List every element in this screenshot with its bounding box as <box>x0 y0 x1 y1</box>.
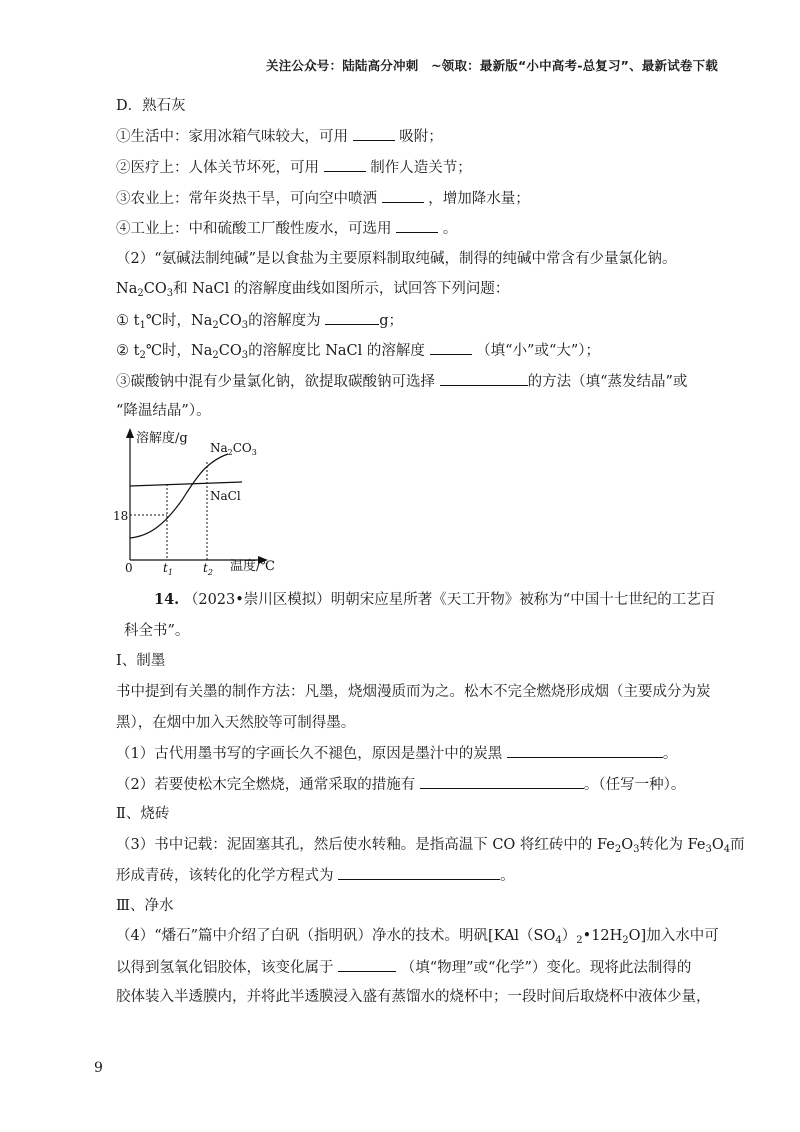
q1-prefix: ①生活中：家用冰箱气味较大，可用 <box>116 129 348 145</box>
answer-blank-14-1[interactable] <box>507 743 663 758</box>
question-14 <box>154 590 715 610</box>
question-14-3 <box>116 835 745 855</box>
question-14-4-line-3: 胶体装入半透膜内，并将此半透膜浸入盛有蒸馏水的烧杯中；一段时间后取烧杯中液体少量， <box>116 989 711 1005</box>
s2-suffix: （填“小”或“大”）； <box>476 343 601 359</box>
question-line-1 <box>116 126 443 147</box>
page-number: 9 <box>94 1060 103 1076</box>
question-14-1 <box>116 743 677 764</box>
s1-mid2: CO <box>218 313 242 329</box>
formula-na: Na <box>116 281 138 297</box>
subscript: 2 <box>614 844 622 855</box>
q3-suffix: ，增加降水量； <box>428 191 530 207</box>
s1-prefix: ① t <box>116 313 140 329</box>
subscript: 3 <box>166 288 174 299</box>
question-number: 14. <box>154 591 180 608</box>
answer-blank-14-2[interactable] <box>420 774 584 789</box>
section-3-title: Ⅲ、净水 <box>116 898 174 914</box>
question-14-text: （2023•崇川区模拟）明朝宋应星所著《天工开物》被称为“中国十七世纪的工艺百 <box>183 592 716 608</box>
subscript: 3 <box>633 844 640 855</box>
section-1-title: Ⅰ、制墨 <box>116 653 166 669</box>
y-axis-arrow <box>126 428 134 438</box>
question-14-4 <box>116 926 719 946</box>
question-line-3 <box>116 188 530 209</box>
q2-suffix: 制作人造关节； <box>370 160 472 176</box>
subscript: 2 <box>212 350 219 361</box>
na2co3-label: $Na_2CO_3$ <box>210 441 257 457</box>
sub-question-3-line-2: “降温结晶”）。 <box>116 403 211 419</box>
y-axis-label: 溶解度/g <box>136 431 188 446</box>
question-14-3-line-2 <box>116 865 515 886</box>
q4-prefix: ④工业上：中和硫酸工厂酸性废水，可选用 <box>116 221 392 237</box>
answer-blank-14-3[interactable] <box>338 865 500 880</box>
s1-mid3: 的溶解度为 <box>248 313 321 329</box>
q14-4-line2-prefix: 以得到氢氧化铝胶体，该变化属于 <box>116 960 334 976</box>
question-line-4 <box>116 218 457 239</box>
answer-blank-s3[interactable] <box>440 371 528 386</box>
question-14-4-line-2 <box>116 957 691 978</box>
q14-1-prefix: （1）古代用墨书写的字画长久不褪色，原因是墨汁中的炭黑 <box>116 746 503 762</box>
nacl-label: NaCl <box>210 489 241 503</box>
q1-suffix: 吸附； <box>399 129 443 145</box>
sub-question-1 <box>116 310 403 331</box>
q14-4-text-a: （4）“燔石”篇中介绍了白矾（指明矾）净水的技术。明矾[KAl（SO <box>116 928 556 944</box>
q3-prefix: ③农业上：常年炎热干旱，可向空中喷洒 <box>116 191 377 207</box>
q2-prefix: ②医疗上：人体关节坏死，可用 <box>116 160 319 176</box>
s2-mid: ℃时，Na <box>145 343 213 359</box>
question-line-2 <box>116 157 472 178</box>
part-2-text: 和 NaCl 的溶解度曲线如图所示，试回答下列问题： <box>173 281 510 297</box>
subscript: 4 <box>723 844 731 855</box>
formula-co: CO <box>143 281 167 297</box>
answer-blank-3[interactable] <box>382 188 424 203</box>
q14-1-suffix: 。 <box>662 746 678 762</box>
subscript: 1 <box>139 320 146 331</box>
subscript: 2 <box>622 935 629 946</box>
origin-label: 0 <box>125 561 133 575</box>
q14-3-text-e: 而 <box>730 837 745 853</box>
q14-4-text-b: ） <box>561 928 577 944</box>
q14-3-text-b: O <box>621 837 634 853</box>
section-1-text: 书中提到有关墨的制作方法：凡墨，烧烟漫质而为之。松木不完全燃烧形成烟（主要成分为炭 <box>116 684 711 700</box>
question-14-line-2: 科全书”。 <box>124 623 190 639</box>
q14-2-suffix: 。（任写一种）。 <box>583 777 686 793</box>
part-2-line-2 <box>116 279 509 299</box>
subscript: 3 <box>705 844 712 855</box>
q14-3-text-d: O <box>711 837 724 853</box>
subscript: 3 <box>241 320 249 331</box>
s2-mid2: CO <box>218 343 242 359</box>
s1-mid: ℃时，Na <box>145 313 213 329</box>
answer-blank-1[interactable] <box>353 126 395 141</box>
subscript: 3 <box>241 350 249 361</box>
option-d: D．熟石灰 <box>116 98 186 114</box>
answer-blank-s1[interactable] <box>325 310 379 325</box>
t2-label: $t_2$ <box>203 561 213 576</box>
page-header: 关注公众号：陆陆高分冲刺 ~领取：最新版“小中高考-总复习”、最新试卷下载 <box>266 58 718 73</box>
q14-2-prefix: （2）若要使松木完全燃烧，通常采取的措施有 <box>116 777 416 793</box>
y-tick-18: 18 <box>113 509 129 523</box>
subscript: 4 <box>555 935 562 946</box>
solubility-graph <box>110 426 280 576</box>
answer-blank-2[interactable] <box>324 157 366 172</box>
q14-4-text-d: O]加入水中可 <box>628 928 719 944</box>
s1-suffix: g； <box>379 313 404 329</box>
nacl-curve <box>130 482 242 486</box>
subscript: 2 <box>139 350 146 361</box>
q4-suffix: 。 <box>442 221 458 237</box>
section-1-text-2: 黑），在烟中加入天然胶等可制得墨。 <box>116 715 356 731</box>
q14-3-line2-prefix: 形成青砖，该转化的化学方程式为 <box>116 868 334 884</box>
answer-blank-14-4[interactable] <box>338 957 396 972</box>
s3-prefix: ③碳酸钠中混有少量氯化钠，欲提取碳酸钠可选择 <box>116 374 435 390</box>
section-2-title: Ⅱ、烧砖 <box>116 806 170 822</box>
t1-label: $t_1$ <box>163 561 173 576</box>
part-2-intro: （2）“氨碱法制纯碱”是以食盐为主要原料制取纯碱，制得的纯碱中常含有少量氯化钠。 <box>116 251 677 267</box>
q14-4-text-c: •12H <box>582 928 623 944</box>
q14-3-text-a: （3）书中记载：泥固塞其孔，然后使水转釉。是指高温下 CO 将红砖中的 Fe <box>116 837 615 853</box>
sub-question-2 <box>116 340 600 361</box>
q14-4-line2-suffix: （填“物理”或“化学”）变化。现将此法制得的 <box>400 960 692 976</box>
subscript: 2 <box>137 288 144 299</box>
subscript: 2 <box>576 935 583 946</box>
s3-suffix: 的方法（填“蒸发结晶”或 <box>527 374 688 390</box>
answer-blank-4[interactable] <box>396 218 438 233</box>
subscript: 2 <box>212 320 219 331</box>
x-axis-label: 温度/℃ <box>230 559 275 574</box>
q14-3-text-c: 转化为 Fe <box>639 837 706 853</box>
question-14-2 <box>116 774 685 795</box>
q14-3-line2-suffix: 。 <box>500 868 515 884</box>
answer-blank-s2[interactable] <box>430 340 472 355</box>
sub-question-3 <box>116 371 687 392</box>
s2-mid3: 的溶解度比 NaCl 的溶解度 <box>248 343 425 359</box>
s2-prefix: ② t <box>116 343 140 359</box>
